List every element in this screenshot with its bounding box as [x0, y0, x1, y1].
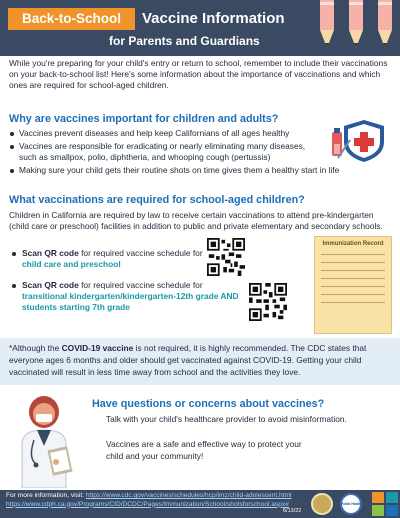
publish-date: 6/13/22 [283, 508, 302, 514]
qr-code-k12[interactable] [249, 283, 287, 321]
divider [321, 270, 385, 271]
doctor-illustration-icon [6, 392, 88, 488]
scan-highlight: transitional kindergarten/kindergarten-12th grade AND students starting 7th grade [22, 291, 239, 312]
required-heading: What vaccinations are required for school-aged children? [9, 194, 305, 206]
scan-highlight: child care and preschool [22, 259, 121, 269]
county-seal-icon [311, 493, 333, 515]
list-item: Vaccines prevent diseases and help keep Californians of all ages healthy [9, 128, 321, 139]
covid-note [9, 342, 393, 378]
vaccine-shield-icon [330, 118, 392, 164]
scan-k12 [9, 280, 244, 313]
note-prefix: *Although the [9, 343, 62, 353]
covid-note-box [0, 338, 400, 385]
list-item: Making sure your child gets their routine shots on time gives them a healthy start in life [9, 165, 389, 176]
pencils-icon [316, 0, 400, 56]
note-bold: COVID-19 vaccine [61, 343, 134, 353]
cdph-link[interactable]: https://www.cdph.ca.gov/Programs/CID/DCDC/Pages/Immunization/School/shotsforschool.aspx# [6, 500, 289, 508]
note-text: is not required, it is highly recommended. The CDC states that everyone ages 6 months and older should get vaccinated against COVID-19. Getting your child vaccinated will result in less time away from school and the activities they love. [9, 343, 367, 377]
questions-line-2: Vaccines are a safe and effective way to protect your child and your community! [106, 439, 302, 461]
immunization-record-card [314, 236, 392, 334]
back-to-school-badge: Back-to-School [8, 8, 135, 30]
page-subtitle: for Parents and Guardians [109, 34, 260, 48]
divider [321, 286, 385, 287]
record-title: Immunization Record [322, 241, 384, 247]
scan-label: Scan QR code [22, 248, 79, 258]
scan-text: for required vaccine schedule for [78, 248, 203, 258]
divider [321, 278, 385, 279]
footer [0, 490, 400, 518]
footer-label: For more information, visit: [6, 492, 86, 499]
scan-label: Scan QR code [22, 280, 79, 290]
qr-code-childcare[interactable] [207, 238, 245, 276]
divider [321, 302, 385, 303]
header-banner [0, 0, 400, 56]
public-health-logo-icon [340, 493, 362, 515]
logo-text: Public Health [340, 502, 362, 506]
questions-heading: Have questions or concerns about vaccines? [92, 398, 325, 410]
bullet-dot [12, 284, 16, 288]
scan-text: for required vaccine schedule for [78, 280, 203, 290]
footer-text [6, 492, 336, 509]
bullet-dot [12, 252, 16, 256]
divider [321, 294, 385, 295]
intro-paragraph: While you're preparing for your child's entry or return to school, remember to include their vaccinations on your back-to-school list! Here's some information about the importance of vaccinations and which ones are required for school-aged children. [9, 58, 388, 90]
cdc-link[interactable]: https://www.cdc.gov/vaccines/schedules/hcp/imz/child-adolescent.html [85, 492, 292, 499]
list-item: Vaccines are responsible for eradicating or nearly eliminating many diseases, such as smallpox, polio, diphtheria, and whooping cough (pertussis) [9, 141, 321, 163]
scan-childcare [9, 248, 209, 270]
page-title: Vaccine Information [142, 10, 285, 27]
questions-line-1: Talk with your child's healthcare provider to avoid misinformation. [106, 414, 347, 424]
partner-tiles-logo-icon [372, 492, 398, 516]
why-bullet-list [9, 128, 340, 178]
divider [321, 262, 385, 263]
divider [321, 254, 385, 255]
why-heading: Why are vaccines important for children and adults? [9, 113, 279, 125]
required-paragraph: Children in California are required by law to receive certain vaccinations to attend pre-kindergarten (child care or preschool) facilities in addition to public and private elementary and secondary schools. [9, 210, 383, 231]
